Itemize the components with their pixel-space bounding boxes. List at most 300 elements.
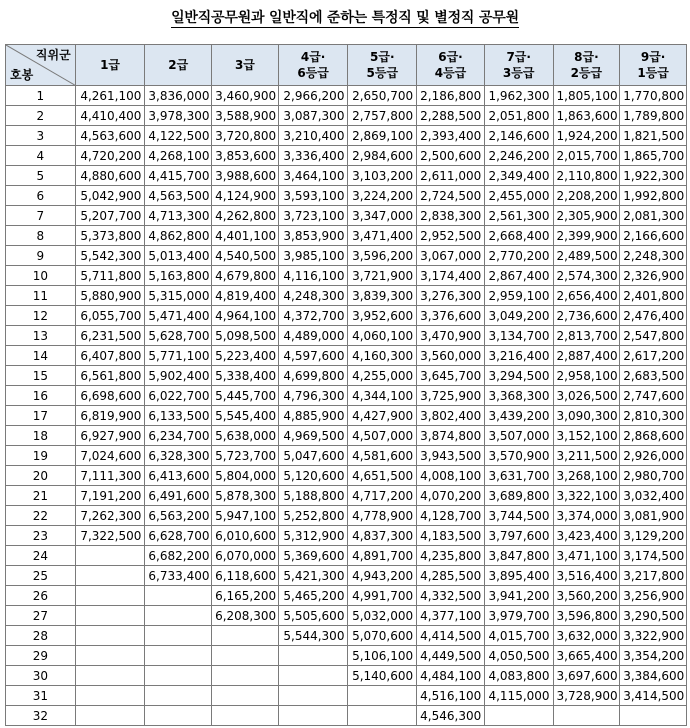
salary-cell: 4,410,400	[75, 106, 145, 126]
salary-cell: 6,234,700	[145, 426, 212, 446]
salary-cell: 5,223,400	[212, 346, 279, 366]
salary-cell: 2,656,400	[553, 286, 620, 306]
table-row	[6, 286, 687, 306]
salary-cell: 5,421,300	[278, 566, 348, 586]
salary-cell	[484, 706, 553, 726]
salary-cell: 3,376,600	[417, 306, 485, 326]
salary-cell: 5,163,800	[145, 266, 212, 286]
salary-cell: 4,563,500	[145, 186, 212, 206]
salary-cell	[145, 626, 212, 646]
salary-cell: 3,276,300	[417, 286, 485, 306]
step-cell: 24	[6, 546, 76, 566]
salary-cell: 2,868,600	[620, 426, 687, 446]
salary-cell: 1,992,800	[620, 186, 687, 206]
salary-cell: 4,160,300	[348, 346, 417, 366]
salary-cell	[145, 686, 212, 706]
grade-header	[484, 45, 553, 86]
salary-cell: 5,070,600	[348, 626, 417, 646]
salary-cell: 2,770,200	[484, 246, 553, 266]
salary-cell: 5,471,400	[145, 306, 212, 326]
document-title	[0, 7, 690, 27]
grade-header	[278, 45, 348, 86]
salary-cell: 4,415,700	[145, 166, 212, 186]
salary-cell: 3,414,500	[620, 686, 687, 706]
table-row	[6, 146, 687, 166]
salary-cell	[145, 586, 212, 606]
salary-cell	[75, 566, 145, 586]
table-row	[6, 426, 687, 446]
salary-cell: 3,439,200	[484, 406, 553, 426]
salary-cell: 5,771,100	[145, 346, 212, 366]
step-cell: 26	[6, 586, 76, 606]
salary-cell: 2,926,000	[620, 446, 687, 466]
salary-cell: 4,581,600	[348, 446, 417, 466]
salary-cell	[145, 666, 212, 686]
table-row	[6, 86, 687, 106]
step-cell: 30	[6, 666, 76, 686]
salary-cell: 4,060,100	[348, 326, 417, 346]
salary-cell	[75, 586, 145, 606]
grade-header-line: 9급·	[640, 50, 666, 64]
salary-cell: 5,312,900	[278, 526, 348, 546]
table-row	[6, 106, 687, 126]
salary-cell: 2,248,300	[620, 246, 687, 266]
table-row	[6, 686, 687, 706]
grade-header	[348, 45, 417, 86]
salary-cell: 6,491,600	[145, 486, 212, 506]
salary-cell: 4,050,500	[484, 646, 553, 666]
salary-cell: 3,322,900	[620, 626, 687, 646]
salary-cell: 3,631,700	[484, 466, 553, 486]
salary-cell: 4,489,000	[278, 326, 348, 346]
salary-cell: 4,262,800	[212, 206, 279, 226]
salary-cell: 5,445,700	[212, 386, 279, 406]
salary-cell: 4,116,100	[278, 266, 348, 286]
salary-cell	[75, 666, 145, 686]
salary-cell: 3,853,900	[278, 226, 348, 246]
salary-cell: 4,516,100	[417, 686, 485, 706]
salary-cell: 2,547,800	[620, 326, 687, 346]
salary-cell: 2,887,400	[553, 346, 620, 366]
salary-cell: 3,471,400	[348, 226, 417, 246]
table-header	[6, 45, 687, 86]
salary-cell: 3,460,900	[212, 86, 279, 106]
salary-cell: 7,191,200	[75, 486, 145, 506]
salary-cell: 2,326,900	[620, 266, 687, 286]
grade-header-line: 8급·	[574, 50, 599, 64]
step-cell: 18	[6, 426, 76, 446]
salary-cell: 7,262,300	[75, 506, 145, 526]
salary-cell: 3,645,700	[417, 366, 485, 386]
salary-cell: 2,611,000	[417, 166, 485, 186]
salary-cell: 5,315,000	[145, 286, 212, 306]
salary-cell: 5,207,700	[75, 206, 145, 226]
salary-cell: 2,980,700	[620, 466, 687, 486]
salary-cell: 6,413,600	[145, 466, 212, 486]
salary-cell	[212, 646, 279, 666]
salary-cell: 4,372,700	[278, 306, 348, 326]
salary-cell: 6,133,500	[145, 406, 212, 426]
salary-cell: 6,165,200	[212, 586, 279, 606]
salary-cell: 4,891,700	[348, 546, 417, 566]
salary-cell: 6,628,700	[145, 526, 212, 546]
table-row	[6, 386, 687, 406]
salary-cell: 5,188,800	[278, 486, 348, 506]
salary-cell: 4,651,500	[348, 466, 417, 486]
salary-cell: 2,869,100	[348, 126, 417, 146]
step-cell: 3	[6, 126, 76, 146]
salary-cell: 3,174,500	[620, 546, 687, 566]
salary-cell: 4,563,600	[75, 126, 145, 146]
corner-label-grade: 직위군	[35, 48, 71, 62]
salary-cell: 3,470,900	[417, 326, 485, 346]
salary-cell: 1,962,300	[484, 86, 553, 106]
salary-cell: 2,208,200	[553, 186, 620, 206]
salary-cell: 4,414,500	[417, 626, 485, 646]
table-row	[6, 406, 687, 426]
salary-cell: 4,449,500	[417, 646, 485, 666]
salary-cell: 6,231,500	[75, 326, 145, 346]
salary-cell: 3,368,300	[484, 386, 553, 406]
salary-cell: 4,484,100	[417, 666, 485, 686]
salary-cell: 3,797,600	[484, 526, 553, 546]
salary-cell: 3,026,500	[553, 386, 620, 406]
salary-cell: 1,863,600	[553, 106, 620, 126]
salary-cell	[278, 666, 348, 686]
grade-header-line: 6등급	[297, 66, 329, 80]
salary-cell: 5,628,700	[145, 326, 212, 346]
salary-cell: 5,252,800	[278, 506, 348, 526]
salary-cell: 3,224,200	[348, 186, 417, 206]
step-cell: 10	[6, 266, 76, 286]
grade-header	[553, 45, 620, 86]
salary-cell: 3,507,000	[484, 426, 553, 446]
salary-cell: 5,465,200	[278, 586, 348, 606]
salary-cell: 3,471,100	[553, 546, 620, 566]
step-cell: 32	[6, 706, 76, 726]
salary-cell: 4,261,100	[75, 86, 145, 106]
salary-cell: 4,235,800	[417, 546, 485, 566]
salary-cell: 3,847,800	[484, 546, 553, 566]
salary-cell: 4,778,900	[348, 506, 417, 526]
salary-cell: 4,991,700	[348, 586, 417, 606]
salary-cell: 2,110,800	[553, 166, 620, 186]
grade-header-line: 5등급	[366, 66, 399, 80]
salary-cell: 6,010,600	[212, 526, 279, 546]
salary-cell: 3,322,100	[553, 486, 620, 506]
salary-cell: 2,867,400	[484, 266, 553, 286]
salary-cell: 2,683,500	[620, 366, 687, 386]
salary-cell: 3,423,400	[553, 526, 620, 546]
salary-cell: 5,106,100	[348, 646, 417, 666]
salary-cell: 5,880,900	[75, 286, 145, 306]
salary-cell: 5,505,600	[278, 606, 348, 626]
step-cell: 2	[6, 106, 76, 126]
salary-cell: 4,377,100	[417, 606, 485, 626]
salary-cell: 6,407,800	[75, 346, 145, 366]
salary-cell: 3,721,900	[348, 266, 417, 286]
salary-cell: 2,401,800	[620, 286, 687, 306]
salary-cell: 4,268,100	[145, 146, 212, 166]
table-row	[6, 306, 687, 326]
salary-cell: 4,115,000	[484, 686, 553, 706]
salary-cell: 5,545,400	[212, 406, 279, 426]
step-cell: 14	[6, 346, 76, 366]
table-row	[6, 186, 687, 206]
salary-cell: 2,051,800	[484, 106, 553, 126]
salary-cell: 3,347,000	[348, 206, 417, 226]
table-row	[6, 506, 687, 526]
salary-cell: 3,744,500	[484, 506, 553, 526]
table-row	[6, 446, 687, 466]
salary-cell: 2,393,400	[417, 126, 485, 146]
salary-cell: 4,837,300	[348, 526, 417, 546]
table-row	[6, 466, 687, 486]
salary-cell: 6,070,000	[212, 546, 279, 566]
salary-cell: 4,070,200	[417, 486, 485, 506]
salary-cell: 3,217,800	[620, 566, 687, 586]
salary-cell: 6,682,200	[145, 546, 212, 566]
salary-cell: 1,770,800	[620, 86, 687, 106]
salary-cell	[75, 706, 145, 726]
step-cell: 13	[6, 326, 76, 346]
salary-cell: 4,540,500	[212, 246, 279, 266]
salary-cell: 4,183,500	[417, 526, 485, 546]
table-row	[6, 166, 687, 186]
salary-cell: 3,294,500	[484, 366, 553, 386]
salary-cell: 1,789,800	[620, 106, 687, 126]
salary-cell: 6,118,600	[212, 566, 279, 586]
step-cell: 15	[6, 366, 76, 386]
salary-cell: 2,984,600	[348, 146, 417, 166]
salary-cell: 3,049,200	[484, 306, 553, 326]
step-cell: 17	[6, 406, 76, 426]
salary-cell: 2,668,400	[484, 226, 553, 246]
grade-header-line: 3급	[234, 58, 255, 72]
header-row	[6, 45, 687, 86]
table-row	[6, 486, 687, 506]
corner-label-step: 호봉	[10, 68, 34, 82]
salary-cell	[278, 706, 348, 726]
salary-cell: 3,087,300	[278, 106, 348, 126]
salary-cell: 3,943,500	[417, 446, 485, 466]
salary-cell: 4,507,000	[348, 426, 417, 446]
salary-cell	[348, 686, 417, 706]
salary-cell: 2,455,000	[484, 186, 553, 206]
salary-cell: 2,288,500	[417, 106, 485, 126]
step-cell: 22	[6, 506, 76, 526]
salary-cell: 3,256,900	[620, 586, 687, 606]
table-row	[6, 226, 687, 246]
grade-header	[75, 45, 145, 86]
salary-cell: 2,399,900	[553, 226, 620, 246]
salary-cell: 3,593,100	[278, 186, 348, 206]
salary-cell	[212, 686, 279, 706]
salary-cell: 5,544,300	[278, 626, 348, 646]
step-cell: 11	[6, 286, 76, 306]
salary-cell: 4,880,600	[75, 166, 145, 186]
salary-cell: 4,255,000	[348, 366, 417, 386]
step-cell: 12	[6, 306, 76, 326]
salary-cell: 2,561,300	[484, 206, 553, 226]
salary-cell: 3,689,800	[484, 486, 553, 506]
salary-cell: 4,717,200	[348, 486, 417, 506]
salary-cell: 2,500,600	[417, 146, 485, 166]
salary-cell: 3,697,600	[553, 666, 620, 686]
salary-cell: 2,952,500	[417, 226, 485, 246]
salary-cell: 3,723,100	[278, 206, 348, 226]
table-row	[6, 526, 687, 546]
salary-cell: 6,561,800	[75, 366, 145, 386]
salary-cell: 2,958,100	[553, 366, 620, 386]
table-row	[6, 606, 687, 626]
salary-cell: 3,853,600	[212, 146, 279, 166]
salary-cell: 4,597,600	[278, 346, 348, 366]
salary-cell	[212, 706, 279, 726]
grade-header-line: 6급·	[438, 50, 463, 64]
salary-cell: 4,699,800	[278, 366, 348, 386]
salary-cell	[145, 706, 212, 726]
salary-cell	[145, 606, 212, 626]
salary-cell: 3,464,100	[278, 166, 348, 186]
salary-cell	[212, 626, 279, 646]
step-cell: 23	[6, 526, 76, 546]
salary-cell: 1,924,200	[553, 126, 620, 146]
salary-cell: 2,476,400	[620, 306, 687, 326]
step-cell: 20	[6, 466, 76, 486]
salary-cell: 5,120,600	[278, 466, 348, 486]
table-row	[6, 366, 687, 386]
salary-cell: 4,248,300	[278, 286, 348, 306]
step-cell: 8	[6, 226, 76, 246]
salary-cell: 4,943,200	[348, 566, 417, 586]
salary-cell: 3,952,600	[348, 306, 417, 326]
salary-cell: 3,560,000	[417, 346, 485, 366]
salary-cell: 5,804,000	[212, 466, 279, 486]
salary-cell: 3,268,100	[553, 466, 620, 486]
salary-cell: 3,728,900	[553, 686, 620, 706]
salary-cell	[145, 646, 212, 666]
table-row	[6, 646, 687, 666]
salary-cell: 4,015,700	[484, 626, 553, 646]
salary-cell: 3,802,400	[417, 406, 485, 426]
salary-cell: 2,747,600	[620, 386, 687, 406]
salary-cell: 6,208,300	[212, 606, 279, 626]
salary-cell	[212, 666, 279, 686]
salary-cell: 3,354,200	[620, 646, 687, 666]
salary-cell: 6,819,900	[75, 406, 145, 426]
salary-cell: 5,013,400	[145, 246, 212, 266]
salary-cell: 4,546,300	[417, 706, 485, 726]
corner-header	[6, 45, 76, 86]
table-row	[6, 266, 687, 286]
table-row	[6, 206, 687, 226]
salary-cell: 1,805,100	[553, 86, 620, 106]
salary-cell: 2,736,600	[553, 306, 620, 326]
salary-cell: 1,821,500	[620, 126, 687, 146]
salary-cell: 2,349,400	[484, 166, 553, 186]
salary-cell: 2,186,800	[417, 86, 485, 106]
salary-cell: 3,090,300	[553, 406, 620, 426]
salary-cell: 2,959,100	[484, 286, 553, 306]
salary-cell: 2,724,500	[417, 186, 485, 206]
salary-cell: 3,988,600	[212, 166, 279, 186]
salary-cell: 3,839,300	[348, 286, 417, 306]
salary-cell: 3,174,400	[417, 266, 485, 286]
salary-cell: 2,650,700	[348, 86, 417, 106]
step-cell: 7	[6, 206, 76, 226]
salary-cell: 2,146,600	[484, 126, 553, 146]
salary-cell: 4,969,500	[278, 426, 348, 446]
salary-cell: 3,665,400	[553, 646, 620, 666]
salary-cell	[278, 646, 348, 666]
salary-cell: 6,328,300	[145, 446, 212, 466]
table-row	[6, 666, 687, 686]
salary-cell: 3,384,600	[620, 666, 687, 686]
salary-cell: 5,047,600	[278, 446, 348, 466]
salary-cell: 3,596,800	[553, 606, 620, 626]
step-cell: 5	[6, 166, 76, 186]
salary-cell: 1,865,700	[620, 146, 687, 166]
grade-header	[212, 45, 279, 86]
salary-cell: 3,134,700	[484, 326, 553, 346]
salary-cell: 4,122,500	[145, 126, 212, 146]
salary-cell: 5,947,100	[212, 506, 279, 526]
salary-cell: 3,374,000	[553, 506, 620, 526]
step-cell: 31	[6, 686, 76, 706]
salary-cell: 3,067,000	[417, 246, 485, 266]
salary-cell: 4,332,500	[417, 586, 485, 606]
table-row	[6, 126, 687, 146]
salary-cell: 3,516,400	[553, 566, 620, 586]
salary-cell: 2,810,300	[620, 406, 687, 426]
salary-cell: 6,733,400	[145, 566, 212, 586]
salary-cell: 2,813,700	[553, 326, 620, 346]
table-row	[6, 246, 687, 266]
salary-cell: 3,588,900	[212, 106, 279, 126]
salary-cell: 3,129,200	[620, 526, 687, 546]
document-title-text: 일반직공무원과 일반직에 준하는 특정직 및 별정직 공무원	[171, 10, 519, 26]
salary-cell: 2,246,200	[484, 146, 553, 166]
grade-header-line: 1등급	[637, 66, 669, 80]
step-cell: 9	[6, 246, 76, 266]
salary-cell: 5,369,600	[278, 546, 348, 566]
salary-cell: 4,401,100	[212, 226, 279, 246]
grade-header	[620, 45, 687, 86]
salary-cell: 4,008,100	[417, 466, 485, 486]
table-row	[6, 566, 687, 586]
salary-cell: 1,922,300	[620, 166, 687, 186]
salary-cell: 4,885,900	[278, 406, 348, 426]
table-row	[6, 346, 687, 366]
salary-cell: 2,966,200	[278, 86, 348, 106]
salary-cell: 5,878,300	[212, 486, 279, 506]
salary-cell: 4,720,200	[75, 146, 145, 166]
salary-cell: 6,698,600	[75, 386, 145, 406]
salary-cell: 4,679,800	[212, 266, 279, 286]
salary-cell: 3,720,800	[212, 126, 279, 146]
step-cell: 25	[6, 566, 76, 586]
salary-cell: 3,081,900	[620, 506, 687, 526]
salary-cell	[75, 606, 145, 626]
salary-cell: 3,103,200	[348, 166, 417, 186]
salary-cell: 2,166,600	[620, 226, 687, 246]
salary-cell: 5,140,600	[348, 666, 417, 686]
salary-cell: 4,124,900	[212, 186, 279, 206]
salary-cell: 4,128,700	[417, 506, 485, 526]
salary-cell: 4,819,400	[212, 286, 279, 306]
salary-cell: 3,941,200	[484, 586, 553, 606]
